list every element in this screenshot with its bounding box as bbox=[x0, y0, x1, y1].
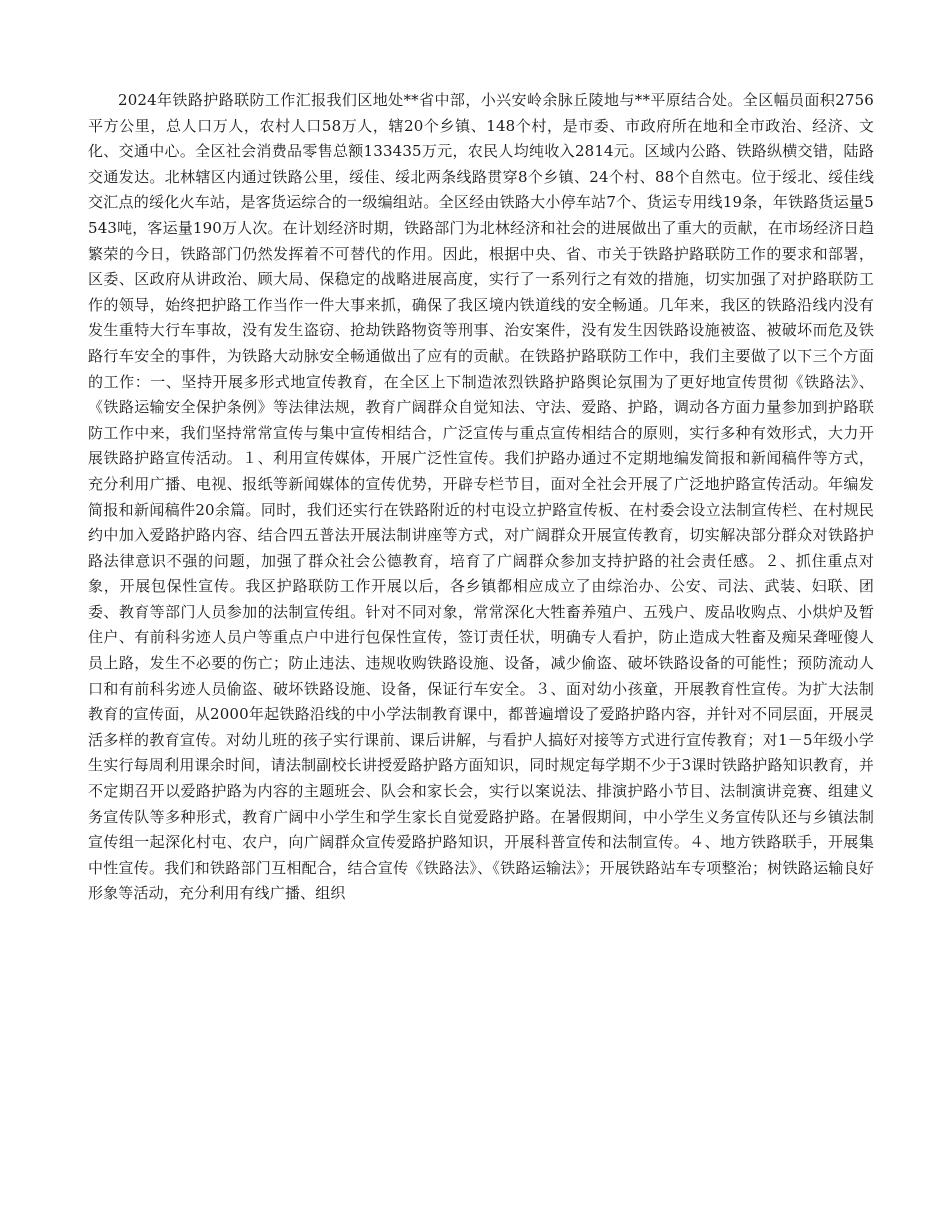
document-page bbox=[88, 88, 874, 907]
body-paragraph: 2024年铁路护路联防工作汇报我们区地处**省中部，小兴安岭余脉丘陵地与**平原结合处。全区幅员面积2756平方公里，总人口万人，农村人口58万人，辖20个乡镇、148个村，是市委、市政府所在地和全市政治、经济、文化、交通中心。全区社会消费品零售总额133435万元，农民人均纯收入2814元。区域内公路、铁路纵横交错，陆路交通发达。北林辖区内通过铁路公里，绥佳、绥北两条线路贯穿8个乡镇、24个村、88个自然屯。位于绥北、绥佳线交汇点的绥化火车站，是客货运综合的一级编组站。全区经由铁路大小停车站7个、货运专用线19条，年铁路货运量5543吨，客运量190万人次。在计划经济时期，铁路部门为北林经济和社会的进展做出了重大的贡献，在市场经济日趋繁荣的今日，铁路部门仍然发挥着不可替代的作用。因此，根据中央、省、市关于铁路护路联防工作的要求和部署，区委、区政府从讲政治、顾大局、保稳定的战略进展高度，实行了一系列行之有效的措施，切实加强了对护路联防工作的领导，始终把护路工作当作一件大事来抓，确保了我区境内铁道线的安全畅通。几年来，我区的铁路沿线内没有发生重特大行车事故，没有发生盗窃、抢劫铁路物资等刑事、治安案件，没有发生因铁路设施被盗、被破坏而危及铁路行车安全的事件，为铁路大动脉安全畅通做出了应有的贡献。在铁路护路联防工作中，我们主要做了以下三个方面的工作：一、坚持开展多形式地宣传教育，在全区上下制造浓烈铁路护路舆论氛围为了更好地宣传贯彻《铁路法》、《铁路运输安全保护条例》等法律法规，教育广阔群众自觉知法、守法、爱路、护路，调动各方面力量参加到护路联防工作中来，我们坚持常常宣传与集中宣传相结合，广泛宣传与重点宣传相结合的原则，实行多种有效形式，大力开展铁路护路宣传活动。１、利用宣传媒体，开展广泛性宣传。我们护路办通过不定期地编发简报和新闻稿件等方式，充分利用广播、电视、报纸等新闻媒体的宣传优势，开辟专栏节目，面对全社会开展了广泛地护路宣传活动。年编发简报和新闻稿件20余篇。同时，我们还实行在铁路附近的村屯设立护路宣传板、在村委会设立法制宣传栏、在村规民约中加入爱路护路内容、结合四五普法开展法制讲座等方式，对广阔群众开展宣传教育，切实解决部分群众对铁路护路法律意识不强的问题，加强了群众社会公德教育，培育了广阔群众参加支持护路的社会责任感。２、抓住重点对象，开展包保性宣传。我区护路联防工作开展以后，各乡镇都相应成立了由综治办、公安、司法、武装、妇联、团委、教育等部门人员参加的法制宣传组。针对不同对象，常常深化大牲畜养殖户、五残户、废品收购点、小烘炉及暂住户、有前科劣迹人员户等重点户中进行包保性宣传，签订责任状，明确专人看护，防止造成大牲畜及痴呆聋哑傻人员上路，发生不必要的伤亡；防止违法、违规收购铁路设施、设备，减少偷盗、破坏铁路设备的可能性；预防流动人口和有前科劣迹人员偷盗、破坏铁路设施、设备，保证行车安全。３、面对幼小孩童，开展教育性宣传。为扩大法制教育的宣传面，从2000年起铁路沿线的中小学法制教育课中，都普遍增设了爱路护路内容，并针对不同层面，开展灵活多样的教育宣传。对幼儿班的孩子实行课前、课后讲解，与看护人搞好对接等方式进行宣传教育；对1－5年级小学生实行每周利用课余时间，请法制副校长讲授爱路护路方面知识，同时规定每学期不少于3课时铁路护路知识教育，并不定期召开以爱路护路为内容的主题班会、队会和家长会，实行以案说法、排演护路小节目、法制演讲竞赛、组建义务宣传队等多种形式，教育广阔中小学生和学生家长自觉爱路护路。在暑假期间，中小学生义务宣传队还与乡镇法制宣传组一起深化村屯、农户，向广阔群众宣传爱路护路知识，开展科普宣传和法制宣传。４、地方铁路联手，开展集中性宣传。我们和铁路部门互相配合，结合宣传《铁路法》、《铁路运输法》；开展铁路站车专项整治；树铁路运输良好形象等活动，充分利用有线广播、组织 bbox=[88, 91, 874, 903]
